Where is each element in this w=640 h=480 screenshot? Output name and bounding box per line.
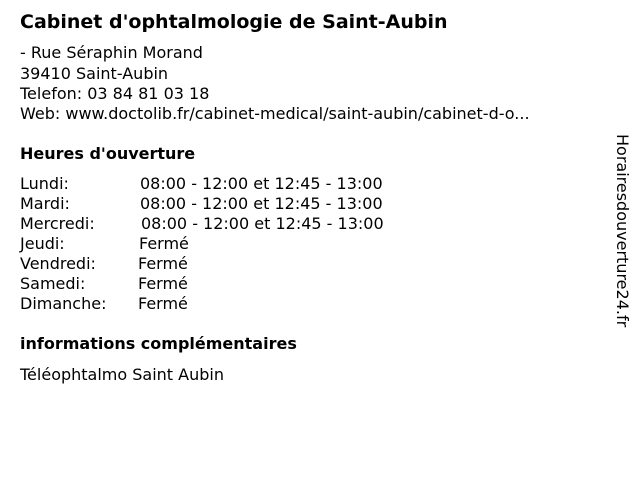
- hours-row-saturday: [20, 274, 440, 294]
- day-label: Jeudi:: [20, 234, 65, 253]
- additional-info-heading: informations complémentaires: [20, 334, 297, 353]
- day-label: Lundi:: [20, 174, 69, 193]
- day-hours: Fermé: [138, 294, 188, 313]
- day-hours: Fermé: [139, 234, 189, 253]
- opening-hours-heading: Heures d'ouverture: [20, 144, 196, 163]
- hours-row-friday: [20, 254, 440, 274]
- day-hours: 08:00 - 12:00 et 12:45 - 13:00: [140, 174, 383, 193]
- street-address: - Rue Séraphin Morand: [20, 43, 203, 62]
- hours-row-wednesday: [20, 214, 440, 234]
- day-hours: 08:00 - 12:00 et 12:45 - 13:00: [140, 194, 383, 213]
- phone-line: Telefon: 03 84 81 03 18: [20, 84, 210, 103]
- day-hours: 08:00 - 12:00 et 12:45 - 13:00: [141, 214, 384, 233]
- day-hours: Fermé: [138, 274, 188, 293]
- hours-row-tuesday: [20, 194, 440, 214]
- day-label: Vendredi:: [20, 254, 96, 273]
- site-watermark: Horairesdouverture24.fr: [613, 134, 632, 328]
- city-line: 39410 Saint-Aubin: [20, 64, 169, 83]
- day-label: Mercredi:: [20, 214, 95, 233]
- hours-row-monday: [20, 174, 440, 194]
- hours-row-sunday: [20, 294, 440, 314]
- website-line[interactable]: Web: www.doctolib.fr/cabinet-medical/saint-aubin/cabinet-d-o...: [20, 104, 530, 123]
- hours-row-thursday: [20, 234, 440, 254]
- day-label: Samedi:: [20, 274, 86, 293]
- additional-info-text: Téléophtalmo Saint Aubin: [20, 365, 224, 384]
- business-name: Cabinet d'ophtalmologie de Saint-Aubin: [20, 11, 448, 33]
- day-label: Mardi:: [20, 194, 70, 213]
- day-label: Dimanche:: [20, 294, 107, 313]
- day-hours: Fermé: [138, 254, 188, 273]
